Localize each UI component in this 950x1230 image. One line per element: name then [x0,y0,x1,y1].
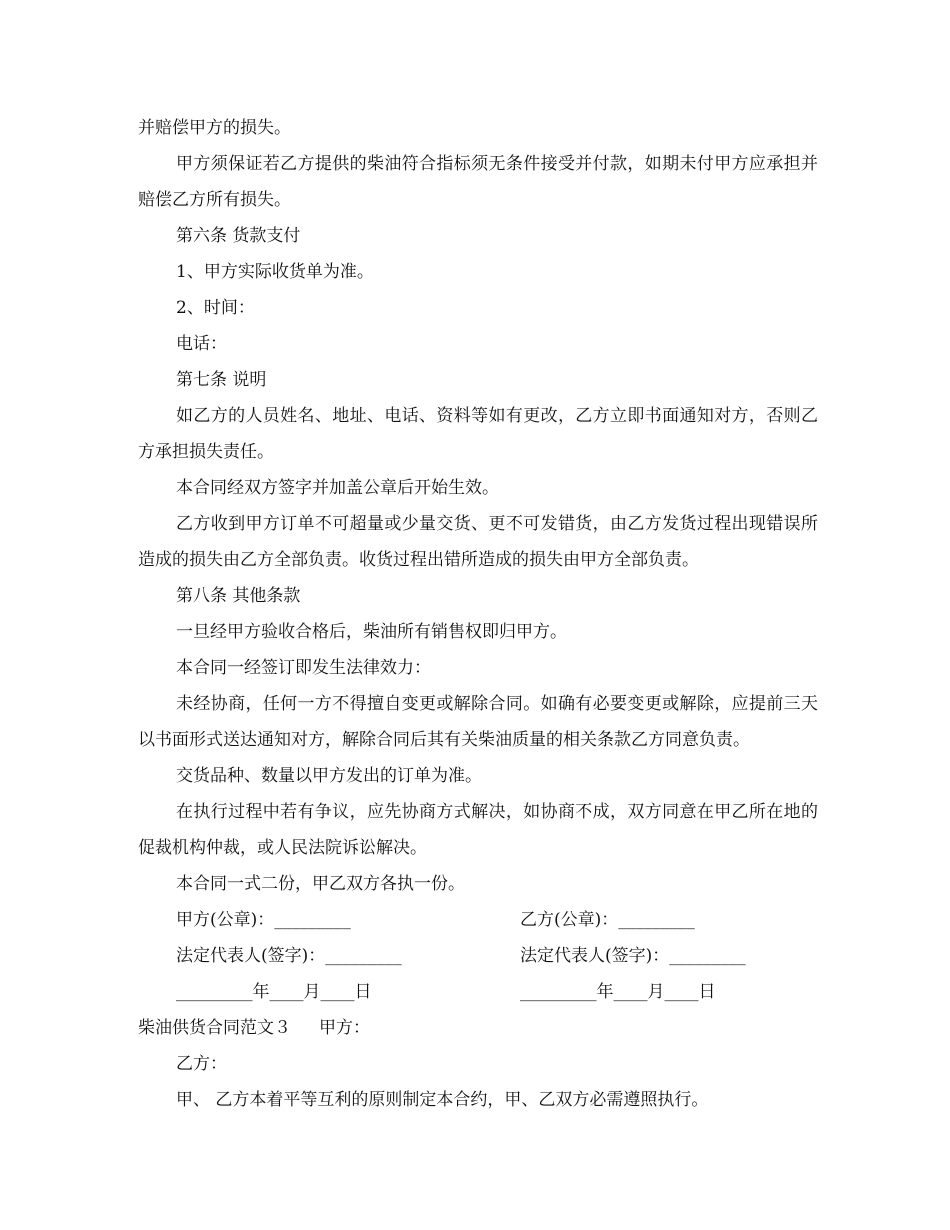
contract-paragraph: 电话： [176,334,227,354]
signature-row [138,974,818,1010]
contract-paragraph: 如乙方的人员姓名、地址、电话、资料等如有更改，乙方立即书面通知对方，否则乙方承担损失责任。 [138,406,818,462]
party-a-representative-line: 法定代表人(签字)：_________ [176,946,402,966]
contract-paragraph: 第六条 货款支付 [176,226,301,246]
contract-paragraph: 1、甲方实际收货单为准。 [176,262,374,282]
contract-paragraph: 交货品种、数量以甲方发出的订单为准。 [176,766,482,786]
party-a-date-line: _________年____月____日 [176,982,372,1002]
next-section-party-a: 甲方： [319,1018,370,1038]
next-section-header [138,1010,818,1046]
contract-paragraph: 第七条 说明 [176,370,267,390]
party-b-seal-line: 乙方(公章)：_________ [520,910,695,930]
contract-paragraph: 甲方须保证若乙方提供的柴油符合指标须无条件接受并付款，如期未付甲方应承担并赔偿乙方所有损失。 [138,154,818,210]
contract-paragraph: 第八条 其他条款 [176,586,301,606]
next-section-title: 柴油供货合同范文３ [138,1018,291,1038]
contract-paragraph: 一旦经甲方验收合格后，柴油所有销售权即归甲方。 [176,622,567,642]
contract-paragraph: 本合同一式二份，甲乙双方各执一份。 [176,874,465,894]
contract-paragraph: 本合同经双方签字并加盖公章后开始生效。 [176,478,499,498]
party-a-seal-line: 甲方(公章)：_________ [176,910,351,930]
contract-body [138,110,818,1118]
signature-row [138,938,818,974]
party-b-representative-line: 法定代表人(签字)：_________ [520,946,746,966]
next-section-intro: 甲、 乙方本着平等互利的原则制定本合约，甲、乙双方必需遵照执行。 [176,1090,709,1110]
contract-paragraph: 在执行过程中若有争议，应先协商方式解决，如协商不成，双方同意在甲乙所在地的促裁机构仲裁，或人民法院诉讼解决。 [138,802,818,858]
contract-paragraph: 未经协商，任何一方不得擅自变更或解除合同。如确有必要变更或解除，应提前三天以书面形式送达通知对方，解除合同后其有关柴油质量的相关条款乙方同意负责。 [138,694,818,750]
next-section-party-b: 乙方： [176,1054,227,1074]
contract-paragraph: 2、时间： [176,298,255,318]
party-b-date-line: _________年____月____日 [520,982,716,1002]
contract-paragraph: 本合同一经签订即发生法律效力： [176,658,431,678]
contract-paragraph: 乙方收到甲方订单不可超量或少量交货、更不可发错货，由乙方发货过程出现错误所造成的损失由乙方全部负责。收货过程出错所造成的损失由甲方全部负责。 [138,514,818,570]
signature-row [138,902,818,938]
contract-paragraph: 并赔偿甲方的损失。 [138,118,291,138]
